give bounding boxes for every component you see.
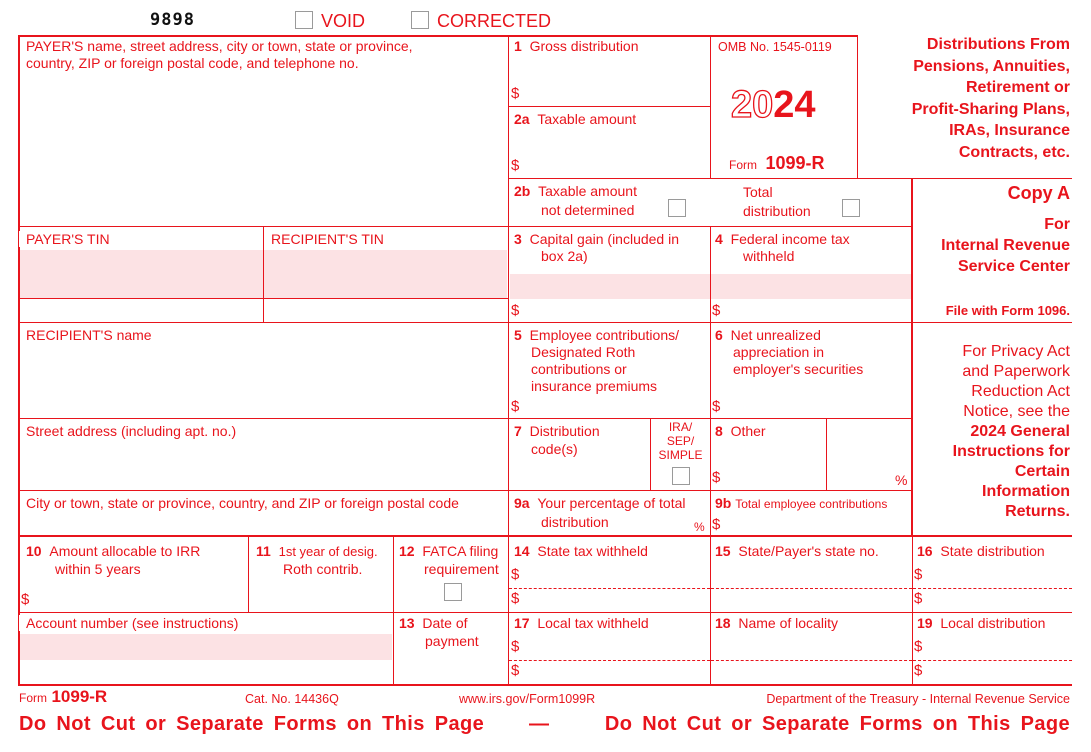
form-title: Distributions From Pensions, Annuities, Retirement or Profit-Sharing Plans, IRAs, Insurance Contracts, etc.	[911, 36, 1070, 161]
box17-label: 17 Local tax withheld	[514, 615, 649, 631]
street-address-label: Street address (including apt. no.)	[26, 423, 237, 439]
fatca-checkbox[interactable]	[444, 583, 462, 601]
box12-label-2: requirement	[424, 561, 499, 577]
box16-label: 16 State distribution	[917, 543, 1045, 559]
account-shade	[19, 634, 392, 660]
box6-label: 6 Net unrealized	[715, 327, 821, 343]
do-not-cut-left: Do Not Cut or Separate Forms on This Page	[19, 713, 485, 735]
box14-dollar-1: $	[511, 566, 520, 583]
footer-department: Department of the Treasury - Internal Revenue Service	[766, 692, 1070, 706]
payer-tin-label: PAYER'S TIN	[19, 231, 120, 248]
do-not-cut-right: Do Not Cut or Separate Forms on This Page	[604, 713, 1070, 735]
footer-cat-no: Cat. No. 14436Q	[245, 692, 339, 706]
box8-label: 8 Other	[715, 423, 766, 439]
box6-label-rest: appreciation in employer's securities	[733, 344, 864, 377]
box4-dollar: $	[712, 302, 721, 319]
box1-label: 1 Gross distribution	[514, 38, 639, 54]
box10-label-2: within 5 years	[55, 561, 141, 577]
box16-dollar-2: $	[914, 590, 923, 607]
box1-dollar: $	[511, 85, 520, 102]
omb-form-id: Form 1099-R	[729, 153, 825, 173]
box16-dollar-1: $	[914, 566, 923, 583]
box3-shade	[510, 274, 710, 299]
box7-label: 7 Distribution	[514, 423, 600, 439]
box5-label: 5 Employee contributions/	[514, 327, 679, 343]
box2a-label: 2a Taxable amount	[514, 111, 637, 127]
omb-number: OMB No. 1545-0119	[718, 40, 832, 54]
box17-dollar-1: $	[511, 638, 520, 655]
box4-shade	[711, 274, 912, 299]
box9a-label: 9a Your percentage of total	[514, 495, 686, 511]
account-number-label: Account number (see instructions)	[19, 615, 244, 632]
box5-label-rest: Designated Roth contributions or insurance premiums	[531, 344, 658, 394]
box9a-percent: %	[694, 520, 705, 534]
file-with-1096: File with Form 1096.	[945, 303, 1070, 318]
box11-label-2: Roth contrib.	[283, 561, 363, 577]
footer-url[interactable]: www.irs.gov/Form1099R	[459, 692, 596, 706]
box11-label: 11 1st year of desig.	[256, 543, 378, 559]
do-not-cut-dash: —	[529, 713, 549, 735]
privacy-notice: For Privacy Act and Paperwork Reduction Act Notice, see the 2024 General Instructions for Certain Information Returns.	[952, 343, 1070, 520]
box10-dollar: $	[21, 591, 30, 608]
box9b-label: 9b Total employee contributions	[715, 495, 888, 511]
total-distribution-checkbox[interactable]	[842, 199, 860, 217]
box9a-label-2: distribution	[541, 514, 609, 530]
recipient-tin-label: RECIPIENT'S TIN	[264, 231, 394, 248]
box17-dollar-2: $	[511, 662, 520, 679]
box14-dollar-2: $	[511, 590, 520, 607]
total-distribution-label: Total distribution	[743, 184, 811, 219]
box18-label: 18 Name of locality	[715, 615, 838, 631]
box19-dollar-1: $	[914, 638, 923, 655]
copy-a: Copy A	[1007, 183, 1070, 203]
box19-dollar-2: $	[914, 662, 923, 679]
box15-label: 15 State/Payer's state no.	[715, 543, 879, 559]
box7-label-2: code(s)	[531, 441, 578, 457]
box19-label: 19 Local distribution	[917, 615, 1046, 631]
box10-label: 10 Amount allocable to IRR	[26, 543, 201, 559]
box6-dollar: $	[712, 398, 721, 415]
corrected-checkbox[interactable]	[411, 11, 429, 29]
box2a-dollar: $	[511, 157, 520, 174]
box8-percent: %	[895, 472, 908, 488]
recipient-name-label: RECIPIENT'S name	[26, 327, 152, 343]
copy-for: For Internal Revenue Service Center	[941, 216, 1070, 275]
box13-label-2: payment	[425, 633, 479, 649]
box12-label: 12 FATCA filing	[399, 543, 499, 559]
control-number: 9898	[150, 10, 195, 30]
void-checkbox[interactable]	[295, 11, 313, 29]
box3-label-2: box 2a)	[538, 248, 596, 265]
city-label: City or town, state or province, country, and ZIP or foreign postal code	[26, 495, 459, 511]
box8-dollar: $	[712, 469, 721, 486]
ira-sep-simple-checkbox[interactable]	[672, 467, 690, 485]
box13-label: 13 Date of	[399, 615, 468, 631]
tax-year: 2024	[731, 84, 816, 126]
box2b-label-2: not determined	[541, 202, 635, 218]
box2b-label: 2b Taxable amount	[514, 183, 637, 199]
footer-form-id: Form 1099-R	[19, 687, 108, 706]
box4-label: 4 Federal income tax	[711, 231, 856, 248]
box9b-dollar: $	[712, 516, 721, 533]
corrected-label: CORRECTED	[437, 11, 552, 31]
box3-dollar: $	[511, 302, 520, 319]
box14-label: 14 State tax withheld	[514, 543, 648, 559]
void-label: VOID	[321, 11, 366, 31]
box5-dollar: $	[511, 398, 520, 415]
ira-sep-simple-label: IRA/ SEP/ SIMPLE	[658, 420, 703, 462]
box2b-checkbox[interactable]	[668, 199, 686, 217]
box4-label-2: withheld	[740, 248, 800, 265]
payer-name-label: PAYER'S name, street address, city or town, state or province, country, ZIP or foreign postal code, and telephone no.	[26, 38, 413, 71]
box3-label: 3 Capital gain (included in	[510, 231, 683, 248]
